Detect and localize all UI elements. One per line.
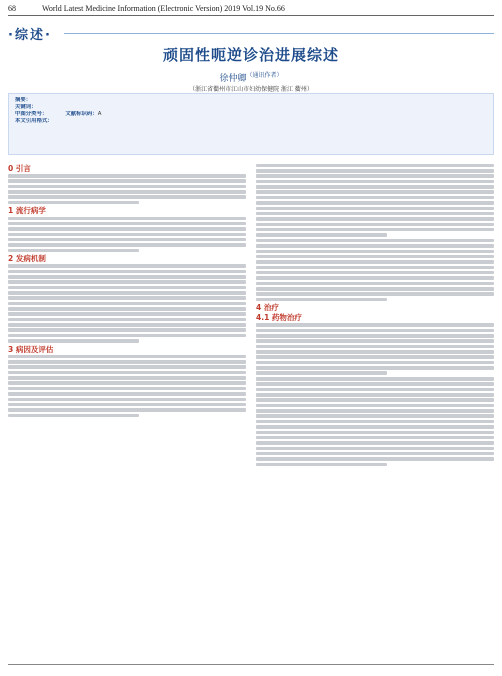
text-line-placeholder (256, 271, 494, 275)
text-line-placeholder (8, 312, 246, 316)
text-line-placeholder (8, 376, 246, 380)
text-line-placeholder (256, 393, 494, 397)
text-line-placeholder (256, 260, 494, 264)
journal-name: World Latest Medicine Information (Electronic Version) 2019 Vol.19 No.66 (42, 4, 285, 13)
text-line-placeholder (256, 377, 494, 381)
text-line-placeholder (8, 174, 246, 178)
text-line-placeholder (256, 457, 494, 461)
text-line-placeholder (8, 371, 246, 375)
text-line-placeholder (256, 201, 494, 205)
text-line-placeholder (256, 180, 494, 184)
corresponding-mark: （通讯作者） (246, 72, 283, 79)
section-tag-divider (64, 33, 494, 34)
text-line-placeholder (256, 404, 494, 408)
author-line (0, 70, 502, 84)
text-line-placeholder (256, 345, 494, 349)
text-line-placeholder (256, 350, 494, 354)
abstract-label: 摘要： (15, 97, 32, 103)
text-line-placeholder (8, 185, 246, 189)
text-line-placeholder (256, 239, 494, 243)
text-line-placeholder (256, 233, 387, 237)
body-columns (8, 162, 494, 662)
classification-line (15, 111, 487, 118)
author-name: 徐仲卿 (219, 74, 247, 84)
text-line-placeholder (256, 414, 494, 418)
text-line-placeholder (8, 334, 246, 338)
clc-label: 中图分类号： (15, 111, 48, 117)
right-column (256, 162, 494, 662)
text-line-placeholder (8, 296, 246, 300)
paragraph (256, 323, 494, 375)
text-line-placeholder (256, 436, 494, 440)
text-line-placeholder (256, 431, 494, 435)
paragraph (8, 174, 246, 204)
text-line-placeholder (8, 355, 246, 359)
left-column (8, 162, 246, 662)
text-line-placeholder (256, 292, 494, 296)
text-line-placeholder (256, 174, 494, 178)
paragraph (256, 164, 494, 237)
text-line-placeholder (256, 185, 494, 189)
text-line-placeholder (256, 420, 494, 424)
paragraph (8, 264, 246, 342)
text-line-placeholder (256, 223, 494, 227)
text-line-placeholder (8, 360, 246, 364)
text-line-placeholder (256, 164, 494, 168)
section-heading: 3 病因及评估 (8, 344, 54, 354)
text-line-placeholder (8, 408, 246, 412)
footer-divider (8, 664, 494, 665)
text-line-placeholder (8, 222, 246, 226)
text-line-placeholder (256, 207, 494, 211)
text-line-placeholder (256, 425, 494, 429)
text-line-placeholder (256, 382, 494, 386)
section-tag: ·综述· (8, 28, 52, 43)
text-line-placeholder (8, 339, 139, 343)
text-line-placeholder (256, 409, 494, 413)
text-line-placeholder (256, 266, 494, 270)
text-line-placeholder (256, 169, 494, 173)
text-line-placeholder (256, 329, 494, 333)
text-line-placeholder (256, 463, 387, 467)
text-line-placeholder (256, 217, 494, 221)
keywords-line (15, 104, 487, 111)
citation-label: 本文引用格式： (15, 118, 53, 124)
text-line-placeholder (8, 217, 246, 221)
citation-line (15, 118, 487, 125)
text-line-placeholder (8, 291, 246, 295)
text-line-placeholder (8, 270, 246, 274)
doc-code: A (97, 111, 102, 117)
text-line-placeholder (256, 196, 494, 200)
subsection-heading: 4.1 药物治疗 (256, 313, 302, 323)
text-line-placeholder (256, 361, 494, 365)
page-number: 68 (8, 4, 16, 13)
text-line-placeholder (8, 302, 246, 306)
text-line-placeholder (8, 381, 246, 385)
header-divider (8, 15, 494, 16)
affiliation: （浙江省衢州市江山市妇幼保健院 浙江 衢州） (189, 86, 313, 93)
text-line-placeholder (256, 334, 494, 338)
text-line-placeholder (8, 238, 246, 242)
text-line-placeholder (8, 243, 246, 247)
text-line-placeholder (8, 365, 246, 369)
text-line-placeholder (8, 398, 246, 402)
keywords-label: 关键词： (15, 104, 37, 110)
text-line-placeholder (8, 328, 246, 332)
paragraph (256, 377, 494, 466)
text-line-placeholder (8, 307, 246, 311)
text-line-placeholder (8, 392, 246, 396)
text-line-placeholder (8, 403, 246, 407)
text-line-placeholder (256, 190, 494, 194)
text-line-placeholder (8, 323, 246, 327)
text-line-placeholder (8, 195, 246, 199)
text-line-placeholder (256, 244, 494, 248)
text-line-placeholder (256, 366, 494, 370)
paragraph (8, 217, 246, 253)
section-heading: 1 流行病学 (8, 206, 46, 216)
text-line-placeholder (8, 233, 246, 237)
text-line-placeholder (256, 339, 494, 343)
text-line-placeholder (256, 452, 494, 456)
doc-code-label: 文献标识码： (65, 111, 98, 117)
text-line-placeholder (8, 201, 139, 205)
text-line-placeholder (256, 298, 387, 302)
text-line-placeholder (256, 228, 494, 232)
text-line-placeholder (256, 323, 494, 327)
paragraph (256, 239, 494, 301)
text-line-placeholder (256, 441, 494, 445)
abstract-line (15, 97, 487, 104)
abstract-box (8, 93, 494, 155)
section-heading: 0 引言 (8, 164, 31, 173)
section-heading: 2 发病机制 (8, 254, 46, 264)
text-line-placeholder (256, 287, 494, 291)
text-line-placeholder (256, 447, 494, 451)
paragraph (8, 355, 246, 417)
text-line-placeholder (256, 355, 494, 359)
text-line-placeholder (8, 286, 246, 290)
text-line-placeholder (8, 227, 246, 231)
text-line-placeholder (8, 318, 246, 322)
text-line-placeholder (256, 250, 494, 254)
text-line-placeholder (256, 212, 494, 216)
text-line-placeholder (8, 179, 246, 183)
text-line-placeholder (8, 387, 246, 391)
section-heading: 4 治疗 (256, 303, 279, 313)
text-line-placeholder (8, 249, 139, 253)
text-line-placeholder (8, 264, 246, 268)
text-line-placeholder (256, 371, 387, 375)
text-line-placeholder (8, 275, 246, 279)
text-line-placeholder (256, 276, 494, 280)
text-line-placeholder (256, 255, 494, 259)
text-line-placeholder (8, 414, 139, 418)
text-line-placeholder (8, 280, 246, 284)
text-line-placeholder (256, 398, 494, 402)
article-title: 顽固性呃逆诊治进展综述 (162, 46, 339, 64)
text-line-placeholder (8, 190, 246, 194)
text-line-placeholder (256, 282, 494, 286)
text-line-placeholder (256, 388, 494, 392)
